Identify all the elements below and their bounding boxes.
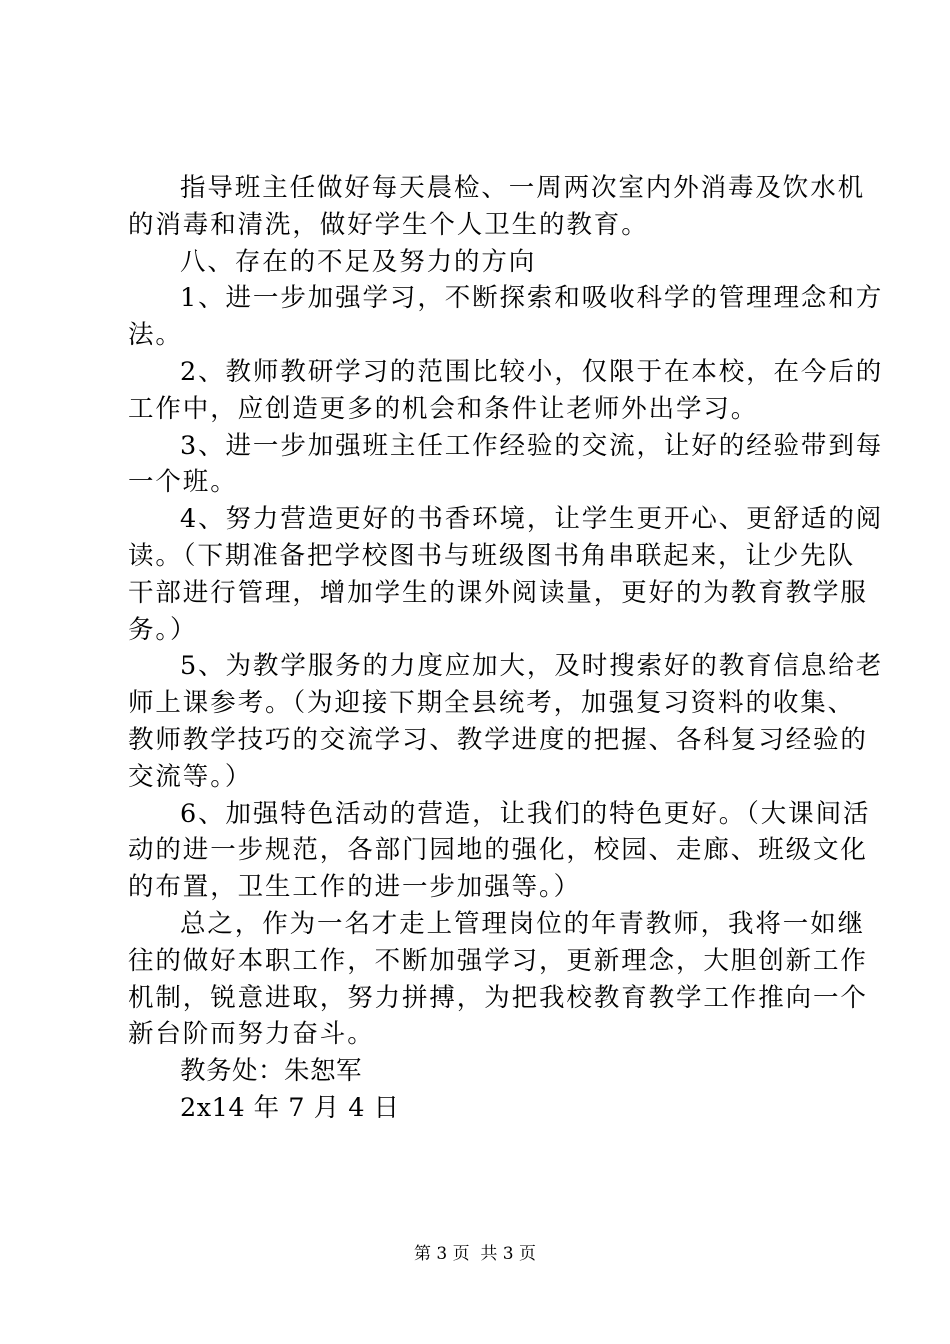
- body-line: 法。: [128, 320, 183, 351]
- body-line: 新台阶而努力奋斗。: [128, 1019, 375, 1050]
- body-line: 务。）: [128, 614, 198, 645]
- body-line: 1、进一步加强学习，不断探索和吸收科学的管理理念和方: [180, 283, 884, 314]
- body-line: 工作中，应创造更多的机会和条件让老师外出学习。: [128, 393, 759, 424]
- body-line: 指导班主任做好每天晨检、一周两次室内外消毒及饮水机: [180, 173, 866, 203]
- document-body: [128, 170, 884, 1127]
- body-line: 6、加强特色活动的营造，让我们的特色更好。（大课间活: [180, 798, 871, 829]
- body-line: 机制，锐意进取，努力拼搏，为把我校教育教学工作推向一个: [128, 982, 868, 1013]
- body-line: 教师教学技巧的交流学习、教学进度的把握、各科复习经验的: [128, 724, 868, 755]
- body-line: 干部进行管理，增加学生的课外阅读量，更好的为教育教学服: [128, 577, 868, 608]
- body-line: 师上课参考。（为迎接下期全县统考，加强复习资料的收集、: [128, 688, 856, 719]
- section-heading: 八、存在的不足及努力的方向: [180, 246, 537, 277]
- body-line: 5、为教学服务的力度应加大，及时搜索好的教育信息给老: [180, 651, 884, 682]
- body-line: 交流等。）: [128, 761, 253, 792]
- signature-office: 教务处：朱恕军: [180, 1056, 363, 1087]
- body-line: 2、教师教研学习的范围比较小，仅限于在本校，在今后的: [180, 356, 884, 387]
- body-line: 3、进一步加强班主任工作经验的交流，让好的经验带到每: [180, 430, 884, 461]
- body-line: 往的做好本职工作，不断加强学习，更新理念，大胆创新工作: [128, 945, 868, 976]
- body-line: 读。（下期准备把学校图书与班级图书角串联起来，让少先队: [128, 540, 856, 571]
- body-line: 动的进一步规范，各部门园地的强化，校园、走廊、班级文化: [128, 835, 868, 866]
- body-line: 的消毒和清洗，做好学生个人卫生的教育。: [128, 209, 649, 240]
- signature-date: 2x14 年 7 月 4 日: [180, 1092, 400, 1123]
- body-line: 总之，作为一名才走上管理岗位的年青教师，我将一如继: [180, 908, 866, 939]
- page-number-footer: 第 3 页 共 3 页: [413, 1244, 537, 1264]
- body-line: 4、努力营造更好的书香环境，让学生更开心、更舒适的阅: [180, 504, 884, 535]
- body-line: 的布置，卫生工作的进一步加强等。）: [128, 872, 582, 903]
- body-line: 一个班。: [128, 467, 238, 498]
